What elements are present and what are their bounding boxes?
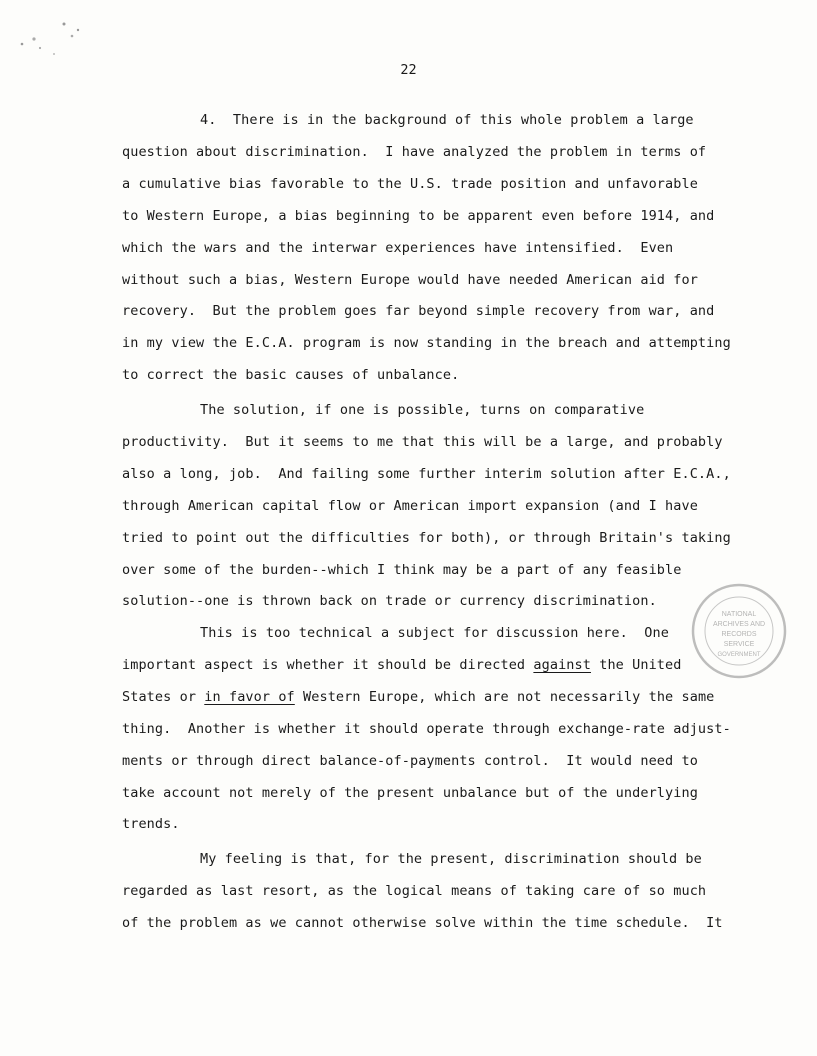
text-segment: of the problem as we cannot otherwise solve within the time schedule. It [122,914,723,931]
text-segment: in my view the E.C.A. program is now standing in the breach and attempting [122,335,731,352]
text-line [122,593,657,609]
text-segment: a cumulative bias favorable to the U.S. trade position and unfavorable [122,175,698,192]
text-line [122,816,180,832]
page-number: 22 [400,62,417,78]
text-line [122,367,459,383]
text-segment: This is too technical a subject for discussion here. One [200,625,669,641]
text-segment: regarded as last resort, as the logical means of taking care of so much [122,882,707,899]
text-line [122,530,731,546]
stamp-text: GOVERNMENT [717,652,761,658]
text-segment: to correct the basic causes of unbalance. [122,367,460,384]
text-line [122,689,714,705]
text-segment: thing. Another is whether it should operate through exchange-rate adjust- [122,720,731,737]
text-segment: 4. There is in the background of this whole problem a large [200,112,694,128]
text-segment: ments or through direct balance-of-payments control. It would need to [122,752,698,769]
text-segment: important aspect is whether it should be directed [122,656,534,673]
text-segment: through American capital flow or American import expansion (and I have [122,497,698,514]
underlined-text: against [533,656,591,673]
text-line [122,721,731,737]
text-segment: which the wars and the interwar experiences have intensified. Even [122,239,674,256]
text-segment: My feeling is that, for the present, discrimination should be [200,851,702,867]
text-line [122,208,714,224]
text-line [122,915,723,931]
text-line [122,657,682,673]
text-segment: also a long, job. And failing some further interim solution after E.C.A., [122,465,731,482]
text-line [122,176,698,192]
text-segment: solution--one is thrown back on trade or currency discrimination. [122,593,657,610]
text-line [122,303,714,319]
text-line [122,562,681,578]
text-segment: to Western Europe, a bias beginning to be apparent even before 1914, and [122,207,715,224]
text-segment: States or [122,688,205,705]
text-segment: the United [590,656,682,673]
text-segment: productivity. But it seems to me that this will be a large, and probably [122,433,723,450]
text-segment: tried to point out the difficulties for both), or through Britain's taking [122,529,731,546]
archives-stamp [690,582,788,680]
text-line [122,498,698,514]
stamp-text: ARCHIVES AND [712,621,766,628]
stamp-text: SERVICE [723,641,755,648]
underlined-text: in favor of [204,688,295,705]
text-line [122,785,698,801]
text-segment: without such a bias, Western Europe would have needed American aid for [122,271,698,288]
text-line [122,335,731,351]
paper-specks-decoration [14,14,94,64]
text-segment: trends. [122,816,180,833]
text-segment: Western Europe, which are not necessarily the same [294,688,715,705]
text-segment: over some of the burden--which I think may be a part of any feasible [122,561,682,578]
text-segment: question about discrimination. I have analyzed the problem in terms of [122,143,707,160]
text-line [122,272,698,288]
text-line [122,753,698,769]
text-segment: The solution, if one is possible, turns on comparative [200,402,645,418]
text-line [122,466,731,482]
stamp-text: RECORDS [721,631,757,638]
stamp-text: NATIONAL [721,611,757,618]
text-line [200,625,669,641]
text-segment: recovery. But the problem goes far beyond simple recovery from war, and [122,303,715,320]
text-line [200,112,694,128]
text-line [122,240,673,256]
text-line [200,402,644,418]
text-segment: take account not merely of the present unbalance but of the underlying [122,784,698,801]
text-line [200,851,702,867]
text-line [122,144,706,160]
text-line [122,434,723,450]
text-line [122,883,706,899]
archives-stamp-graphic [690,582,788,680]
